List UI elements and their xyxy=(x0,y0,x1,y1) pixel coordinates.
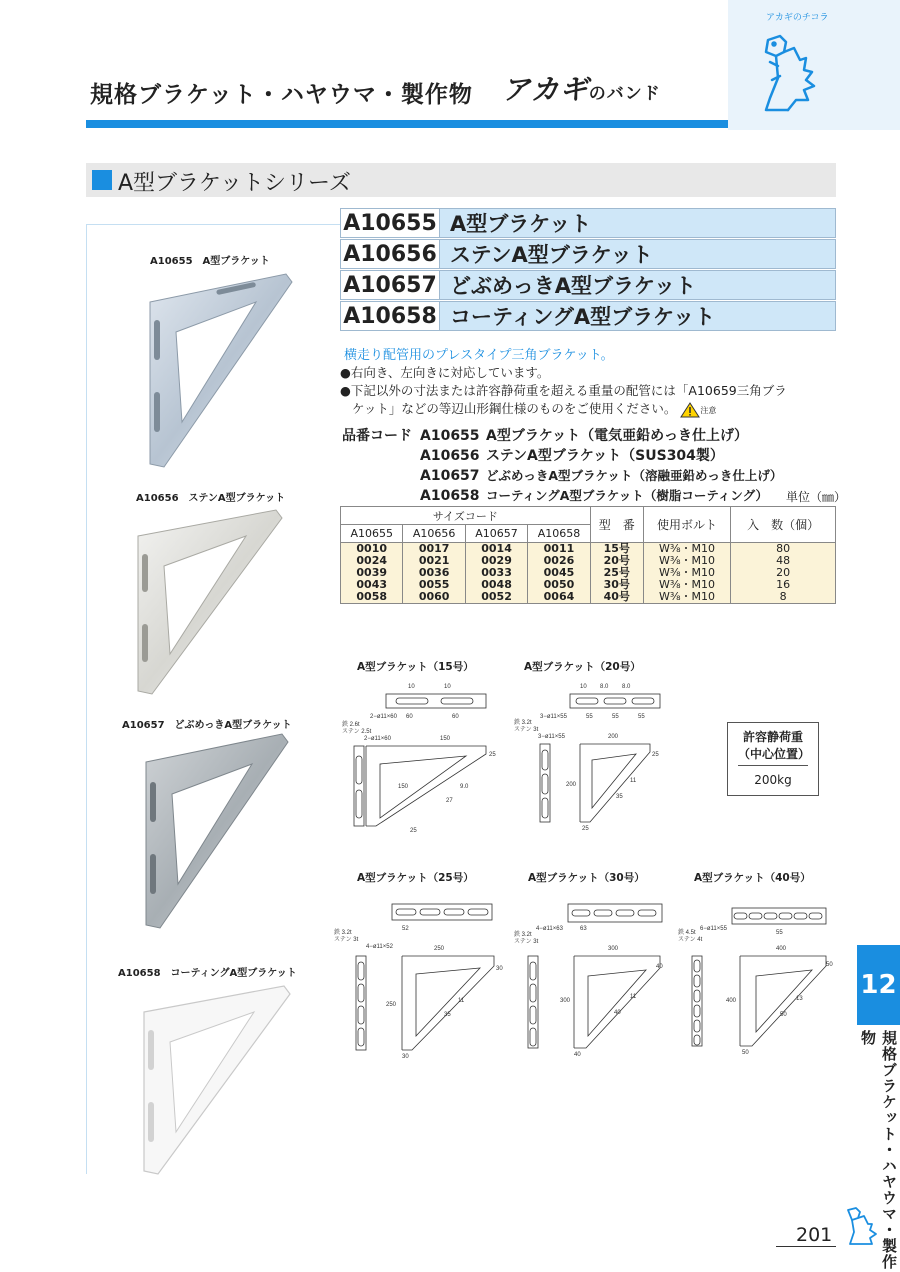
product-row xyxy=(340,301,836,331)
warning-icon xyxy=(680,402,700,418)
chapter-side-text: 規格ブラケット・ハヤウマ・製作物 xyxy=(859,1030,898,1270)
mascot-icon xyxy=(748,18,828,118)
dim-label: 25 xyxy=(652,752,659,758)
table-header-model: 型 番 xyxy=(590,507,643,543)
warning-label: 注意 xyxy=(700,406,717,415)
code-list-note: （樹脂コーティング） xyxy=(643,488,768,503)
drawing-40 xyxy=(676,890,846,1060)
table-cell: 0064 xyxy=(528,591,590,604)
dim-label: 鉄 3.2t xyxy=(334,930,352,936)
mini-mascot-icon xyxy=(840,1200,880,1250)
table-row xyxy=(341,579,836,591)
drawing-title: A型ブラケット（15号） xyxy=(357,661,474,673)
dim-label: ステン 3t xyxy=(334,937,359,943)
dim-label: 30 xyxy=(402,1054,409,1060)
table-subheader: A10655 xyxy=(341,525,403,543)
dim-label: 8.0 xyxy=(600,684,609,690)
code-list-note: （SUS304製） xyxy=(621,448,724,464)
unit-label: 単位（㎜） xyxy=(786,490,847,504)
table-cell: 0060 xyxy=(403,591,465,604)
table-cell: 20号 xyxy=(590,555,643,567)
header-divider xyxy=(86,120,728,128)
dim-label: 6−ø11×55 xyxy=(700,926,727,932)
table-cell: 80 xyxy=(731,543,836,556)
product-code: A10657 xyxy=(340,270,440,300)
dim-label: 10 xyxy=(444,684,451,690)
page-number: 201 xyxy=(796,1224,833,1246)
dim-label: 10 xyxy=(408,684,415,690)
drawing-25 xyxy=(334,890,504,1060)
table-cell: W⅜・M10 xyxy=(643,555,731,567)
table-cell: 0055 xyxy=(403,579,465,591)
table-subheader: A10658 xyxy=(528,525,590,543)
dim-label: 3−ø11×55 xyxy=(538,734,565,740)
bullet-text: ケット」などの等辺山形鋼仕様のものをご使用ください。 注意 xyxy=(352,401,717,416)
table-row xyxy=(341,555,836,567)
table-cell: 16 xyxy=(731,579,836,591)
table-row xyxy=(341,591,836,604)
photo-caption: A10655 A型ブラケット xyxy=(150,256,270,267)
dim-label: 400 xyxy=(726,998,737,1004)
photo-caption: A10658 コーティングA型ブラケット xyxy=(118,968,297,979)
bracket-photo-stainless xyxy=(134,508,286,698)
code-list-code: A10655 xyxy=(420,428,480,444)
product-code: A10655 xyxy=(340,208,440,238)
photo-caption: A10656 ステンA型ブラケット xyxy=(136,493,286,504)
table-cell: 0043 xyxy=(341,579,403,591)
intro-text: 横走り配管用のプレスタイプ三角ブラケット。 xyxy=(344,348,614,363)
dim-label: 8.0 xyxy=(622,684,631,690)
section-square-icon xyxy=(92,170,112,190)
dim-label: 4−ø11×63 xyxy=(536,926,563,932)
bracket-photo-hotdip xyxy=(142,732,292,932)
table-cell: 0021 xyxy=(403,555,465,567)
dim-label: 35 xyxy=(444,1012,451,1018)
dim-label: 11 xyxy=(630,778,637,784)
table-group-header: サイズコード xyxy=(341,507,591,525)
dim-label: 鉄 3.2t xyxy=(514,720,532,726)
guide-line xyxy=(86,224,342,225)
product-code: A10656 xyxy=(340,239,440,269)
product-name: コーティングA型ブラケット xyxy=(440,301,836,331)
product-row xyxy=(340,270,836,300)
dim-label: 25 xyxy=(489,752,496,758)
drawing-30 xyxy=(510,890,670,1060)
dim-label: 52 xyxy=(402,926,409,932)
code-list-name: A型ブラケット xyxy=(486,428,581,444)
table-cell: 0036 xyxy=(403,567,465,579)
mascot-label: アカギのチコラ xyxy=(766,13,829,23)
table-cell: W⅜・M10 xyxy=(643,579,731,591)
dim-label: 150 xyxy=(398,784,409,790)
code-list-note: （溶融亜鉛めっき仕上げ） xyxy=(632,468,783,483)
dim-label: 鉄 3.2t xyxy=(514,932,532,938)
product-name: A型ブラケット xyxy=(440,208,836,238)
table-cell: 0010 xyxy=(341,543,403,556)
table-cell: 0011 xyxy=(528,543,590,556)
table-cell: 15号 xyxy=(590,543,643,556)
dim-label: 400 xyxy=(776,946,787,952)
product-name: どぶめっきA型ブラケット xyxy=(440,270,836,300)
table-cell: 40号 xyxy=(590,591,643,604)
table-cell: 0033 xyxy=(465,567,527,579)
section-title: A型ブラケットシリーズ xyxy=(118,171,351,196)
page-number-line xyxy=(776,1246,836,1247)
table-cell: W⅜・M10 xyxy=(643,591,731,604)
table-cell: 0048 xyxy=(465,579,527,591)
dim-label: 200 xyxy=(608,734,619,740)
dim-label: 300 xyxy=(560,998,571,1004)
drawing-title: A型ブラケット（30号） xyxy=(528,872,645,884)
table-cell: 0039 xyxy=(341,567,403,579)
dim-label: ステン 3t xyxy=(514,727,539,733)
drawing-title: A型ブラケット（20号） xyxy=(524,661,641,673)
code-list-code: A10657 xyxy=(420,468,480,484)
load-title: 許容静荷重 xyxy=(742,730,803,744)
table-header-bolt: 使用ボルト xyxy=(643,507,731,543)
code-list-label: 品番コード xyxy=(342,428,412,444)
table-header-qty: 入 数（個） xyxy=(731,507,836,543)
dim-label: 鉄 2.6t xyxy=(342,722,360,728)
table-cell: 0026 xyxy=(528,555,590,567)
dim-label: 60 xyxy=(406,714,413,720)
dim-label: 63 xyxy=(580,926,587,932)
code-list-code: A10656 xyxy=(420,448,480,464)
table-cell: W⅜・M10 xyxy=(643,543,731,556)
dim-label: 200 xyxy=(566,782,577,788)
code-list-name: ステンA型ブラケット xyxy=(486,448,622,464)
product-name: ステンA型ブラケット xyxy=(440,239,836,269)
code-list-note: （電気亜鉛めっき仕上げ） xyxy=(580,428,748,444)
dim-label: 鉄 4.5t xyxy=(678,930,696,936)
table-cell: W⅜・M10 xyxy=(643,567,731,579)
dim-label: 4−ø11×52 xyxy=(366,944,393,950)
dim-label: 2−ø11×60 xyxy=(364,736,391,742)
dim-label: 35 xyxy=(616,794,623,800)
bullet-text: ●右向き、左向きに対応しています。 xyxy=(340,365,550,380)
dim-label: 2−ø11×60 xyxy=(370,714,397,720)
dim-label: 40 xyxy=(574,1052,581,1058)
table-cell: 48 xyxy=(731,555,836,567)
bracket-photo-galvanized xyxy=(146,272,296,472)
table-cell: 25号 xyxy=(590,567,643,579)
drawing-15 xyxy=(336,676,506,836)
table-cell: 8 xyxy=(731,591,836,604)
dim-label: 55 xyxy=(612,714,619,720)
dim-label: 150 xyxy=(440,736,451,742)
table-subheader: A10656 xyxy=(403,525,465,543)
table-cell: 0024 xyxy=(341,555,403,567)
load-info-box xyxy=(727,722,819,796)
dim-label: 25 xyxy=(582,826,589,832)
page-header-title: 規格ブラケット・ハヤウマ・製作物 xyxy=(90,82,473,108)
guide-line xyxy=(86,224,87,1174)
table-cell: 0050 xyxy=(528,579,590,591)
code-list-name: コーティングA型ブラケット xyxy=(486,488,644,503)
dim-label: 27 xyxy=(446,798,453,804)
brand-logo: アカギのバンド xyxy=(502,73,661,106)
dim-label: 11 xyxy=(458,998,465,1004)
table-cell: 0058 xyxy=(341,591,403,604)
dim-label: 9.0 xyxy=(460,784,469,790)
table-cell: 0045 xyxy=(528,567,590,579)
bracket-photo-coated xyxy=(140,984,294,1178)
dim-label: 25 xyxy=(410,828,417,834)
dim-label: 50 xyxy=(826,962,833,968)
code-list-code: A10658 xyxy=(420,488,480,504)
drawing-20 xyxy=(510,676,670,836)
drawing-title: A型ブラケット（25号） xyxy=(357,872,474,884)
product-row xyxy=(340,239,836,269)
dim-label: 50 xyxy=(780,1012,787,1018)
bullet-text: ●下記以外の寸法または許容静荷重を超える重量の配管には「A10659三角ブラ xyxy=(340,383,787,398)
dim-label: 300 xyxy=(608,946,619,952)
dim-label: ステン 2.5t xyxy=(342,729,372,735)
chapter-tab xyxy=(857,945,900,1025)
chapter-number: 12 xyxy=(860,970,897,1000)
dim-label: 250 xyxy=(434,946,445,952)
dim-label: 60 xyxy=(452,714,459,720)
dim-label: 55 xyxy=(776,930,783,936)
spec-table xyxy=(340,506,836,604)
table-cell: 20 xyxy=(731,567,836,579)
table-cell: 0014 xyxy=(465,543,527,556)
table-cell: 30号 xyxy=(590,579,643,591)
dim-label: ステン 3t xyxy=(514,939,539,945)
product-code: A10658 xyxy=(340,301,440,331)
dim-label: 50 xyxy=(742,1050,749,1056)
product-row xyxy=(340,208,836,238)
dim-label: 13 xyxy=(796,996,803,1002)
drawing-title: A型ブラケット（40号） xyxy=(694,872,811,884)
dim-label: 40 xyxy=(614,1010,621,1016)
load-value: 200kg xyxy=(754,773,792,787)
table-row xyxy=(341,543,836,556)
table-cell: 0017 xyxy=(403,543,465,556)
dim-label: 3−ø11×55 xyxy=(540,714,567,720)
dim-label: 55 xyxy=(638,714,645,720)
load-subtitle: （中心位置） xyxy=(738,745,808,766)
table-row xyxy=(341,567,836,579)
photo-caption: A10657 どぶめっきA型ブラケット xyxy=(122,720,292,731)
dim-label: ステン 4t xyxy=(678,937,703,943)
table-subheader: A10657 xyxy=(465,525,527,543)
code-list xyxy=(342,426,782,506)
table-cell: 0029 xyxy=(465,555,527,567)
table-cell: 0052 xyxy=(465,591,527,604)
dim-label: 40 xyxy=(656,964,663,970)
dim-label: 10 xyxy=(580,684,587,690)
code-list-name: どぶめっきA型ブラケット xyxy=(486,468,633,483)
dim-label: 55 xyxy=(586,714,593,720)
dim-label: 30 xyxy=(496,966,503,972)
dim-label: 11 xyxy=(630,994,637,1000)
dim-label: 250 xyxy=(386,1002,397,1008)
